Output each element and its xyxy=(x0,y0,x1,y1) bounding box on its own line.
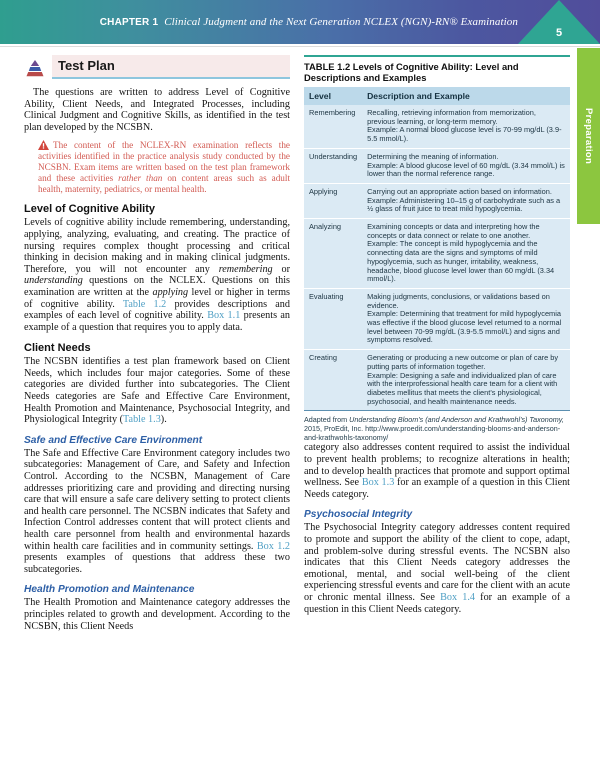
continued-text-a: category also addresses content required to assist the individual to prevent health problems; to recognize alterations in health; and to develop health practices that promote and support optimal wellness. See xyxy=(304,442,570,489)
side-tab-preparation[interactable] xyxy=(577,48,600,224)
table-1-2-source-note xyxy=(304,410,570,442)
heading-level-of-cognitive-ability: Level of Cognitive Ability xyxy=(24,203,155,216)
source-prefix: Adapted from xyxy=(304,415,350,425)
client-needs-text-a: The NCSBN identifies a test plan framework based on Client Needs, which includes four major categories. Some of these categories are divided further into subcategories. The Client Needs categories are Safe and Effective Care Environment, Health Promotion and Maintenance, Psychosocial Integrity, and Physiological Integrity ( xyxy=(24,356,290,426)
health-promotion-paragraph: The Health Promotion and Maintenance category addresses the principles related to growth and development. According to the NCSBN, this Client Needs xyxy=(24,597,290,632)
table-header-row xyxy=(304,87,570,105)
table-1-2-container xyxy=(304,55,570,442)
heading-safe-effective-care-environment: Safe and Effective Care Environment xyxy=(24,434,203,446)
xref-box-1-3[interactable]: Box 1.3 xyxy=(361,477,395,489)
nclex-alert-note xyxy=(38,140,290,194)
psychosocial-text-b: for an example of a question in this Client Needs category. xyxy=(304,591,570,615)
test-plan-intro-paragraph: The questions are written to address Level of Cognitive Ability, Client Needs, and Integrated Processes, including Clinical Judgment and Cognitive Skills, as identified in the test plan developed by the NCSBN. xyxy=(24,87,290,133)
table-row xyxy=(304,288,570,349)
table-row xyxy=(304,105,570,148)
layered-triangle-icon xyxy=(24,60,46,77)
warning-triangle-icon xyxy=(38,140,49,150)
cell-level: Evaluating xyxy=(304,288,362,349)
cognitive-text-e: provides descriptions and examples of each level of cognitive ability. xyxy=(24,298,290,322)
table-row xyxy=(304,148,570,183)
cell-description: Examining concepts or data and interpreting how the concepts or data connect or relate to one another. Example: The concept is mild hypoglycemia and the connecting data are the signs and symptoms of mild hypoglycemia, such as hunger, irritability, weakness, headache, blood glucose level lower than 60 mg/dL (3.34 mmol/L). xyxy=(362,219,570,289)
heading-client-needs: Client Needs xyxy=(24,342,91,355)
table-1-2-caption xyxy=(304,61,570,83)
test-plan-feature-header xyxy=(24,55,290,79)
xref-table-1-2[interactable]: Table 1.2 xyxy=(122,298,167,310)
cell-description: Making judgments, conclusions, or validations based on evidence. Example: Determining that treatment for mild hypoglycemia was effective if the blood glucose level returned to a normal level between 70-99 mg/dL (3.9-5.5 mmol/L) and signs and symptoms resolved. xyxy=(362,288,570,349)
cell-level: Analyzing xyxy=(304,219,362,289)
safe-care-text-a: The Safe and Effective Care Environment category includes two subcategories: Management of Care, and Safety and Infection Control. According to the NCSBN, Management of Care addresses prioritizing care and providing and directing nursing care that will ensure a safe care delivery setting to protect clients and health care personnel. The NCSBN indicates that Safety and Infection Control addresses content that will protect clients and health care personnel from health and environmental hazards within health care facilities and in community settings. xyxy=(24,447,290,552)
safe-care-paragraph xyxy=(24,448,290,576)
xref-box-1-2[interactable]: Box 1.2 xyxy=(256,540,290,552)
heading-health-promotion-maintenance: Health Promotion and Maintenance xyxy=(24,584,195,596)
continued-paragraph xyxy=(304,442,570,500)
right-column xyxy=(304,55,570,639)
test-plan-title: Test Plan xyxy=(58,58,115,73)
client-needs-text-b: ). xyxy=(160,414,167,426)
source-title-italic: Understanding Bloom's (and Anderson and Krathwohl's) Taxonomy, xyxy=(349,415,564,425)
source-suffix: 2015, ProEdit, Inc. http://www.proedit.com/understanding-blooms-and-anderson-and-krathwohls-taxonomy/ xyxy=(304,424,561,443)
continued-text-b: for an example of a question in this Client Needs category. xyxy=(304,477,571,500)
safe-care-text-b: presents examples of questions that address these two subcategories. xyxy=(24,552,290,575)
alert-text-italic: rather than xyxy=(118,172,163,183)
xref-box-1-4[interactable]: Box 1.4 xyxy=(440,591,475,603)
cognitive-italic-remembering: remembering xyxy=(218,263,273,275)
cell-description: Determining the meaning of information. Example: A blood glucose level of 60 mg/dL (3.34 mmol/L) is lower than the normal reference range. xyxy=(362,148,570,183)
cell-level: Applying xyxy=(304,183,362,218)
header-chapter-title: Clinical Judgment and the Next Generation NCLEX (NGN)-RN® Examination xyxy=(164,16,518,28)
table-body xyxy=(304,105,570,410)
cognitive-ability-paragraph xyxy=(24,217,290,333)
cognitive-text-c: questions on the NCLEX. Questions on this examination are written at the xyxy=(24,275,290,298)
table-1-2 xyxy=(304,87,570,410)
page-body xyxy=(0,47,600,639)
cell-level: Understanding xyxy=(304,148,362,183)
cell-description: Generating or producing a new outcome or plan of care by putting parts of information together. Example: Designing a safe and individualized plan of care with the interprofessional health care team for a client with diabetes mellitus that meets the client's physiological, psychosocial, and health maintenance needs. xyxy=(362,350,570,411)
cell-level: Creating xyxy=(304,350,362,411)
page-number: 5 xyxy=(555,27,563,39)
cognitive-text-f: presents an example of a question that requires you to apply data. xyxy=(24,310,291,333)
table-1-2-caption-text: Levels of Cognitive Ability: Level and Descriptions and Examples xyxy=(304,61,519,83)
psychosocial-text-a: The Psychosocial Integrity category addresses content required to promote and support the ability of the client to cope, adapt, and problem-solve during stressful events. The NCSBN also indicates that this Client Needs category addresses the emotional, mental, and social well-being of the client experiencing stressful events and care for the client with an acute or chronic mental illness. See xyxy=(304,522,570,603)
alert-text-part1: The content of the NCLEX-RN examination reflects the activities identified in the practice analysis study conducted by the NCSBN. Exam items are written based on the test plan framework and these activities xyxy=(38,140,290,183)
header-chapter-label: CHAPTER 1 xyxy=(99,17,159,28)
cognitive-text-d: level or higher in terms of cognitive ability. xyxy=(24,286,291,310)
side-tab-label: Preparation xyxy=(583,107,594,165)
cell-level: Remembering xyxy=(304,105,362,148)
column-header-level: Level xyxy=(304,87,362,105)
column-header-description: Description and Example xyxy=(362,87,570,105)
table-1-2-label: TABLE 1.2 xyxy=(304,61,351,72)
left-column xyxy=(24,55,290,639)
table-row xyxy=(304,183,570,218)
table-row xyxy=(304,219,570,289)
cognitive-italic-applying: applying xyxy=(152,286,189,298)
xref-box-1-1[interactable]: Box 1.1 xyxy=(207,310,241,322)
cell-description: Carrying out an appropriate action based on information. Example: Administering 10–15 g of carbohydrate such as a ½ glass of fruit juice to treat mild hypoglycemia. xyxy=(362,183,570,218)
cognitive-text-b: or xyxy=(272,263,290,275)
page-running-header xyxy=(0,0,600,44)
alert-text-part2: on content areas such as adult health, maternity, pediatrics, or mental health. xyxy=(38,172,290,194)
cognitive-text-a: Levels of cognitive ability include remembering, understanding, applying, analyzing, evaluating, and creating. The practice of nursing requires complex thought processing and critical thinking in decision making and in making clinical judgments. Therefore, you will not encounter any xyxy=(24,217,290,275)
cognitive-italic-understanding: understanding xyxy=(24,275,83,287)
table-row xyxy=(304,350,570,411)
heading-psychosocial-integrity: Psychosocial Integrity xyxy=(304,509,413,521)
test-plan-title-banner xyxy=(52,55,290,79)
client-needs-paragraph xyxy=(24,356,290,426)
psychosocial-paragraph xyxy=(304,522,570,615)
cell-description: Recalling, retrieving information from memorization, previous learning, or long-term memory. Example: A normal blood glucose level is 70-99 mg/dL (3.9-5.5 mmol/L). xyxy=(362,105,570,148)
xref-table-1-3[interactable]: Table 1.3 xyxy=(123,414,161,426)
page-number-wedge xyxy=(518,0,600,44)
